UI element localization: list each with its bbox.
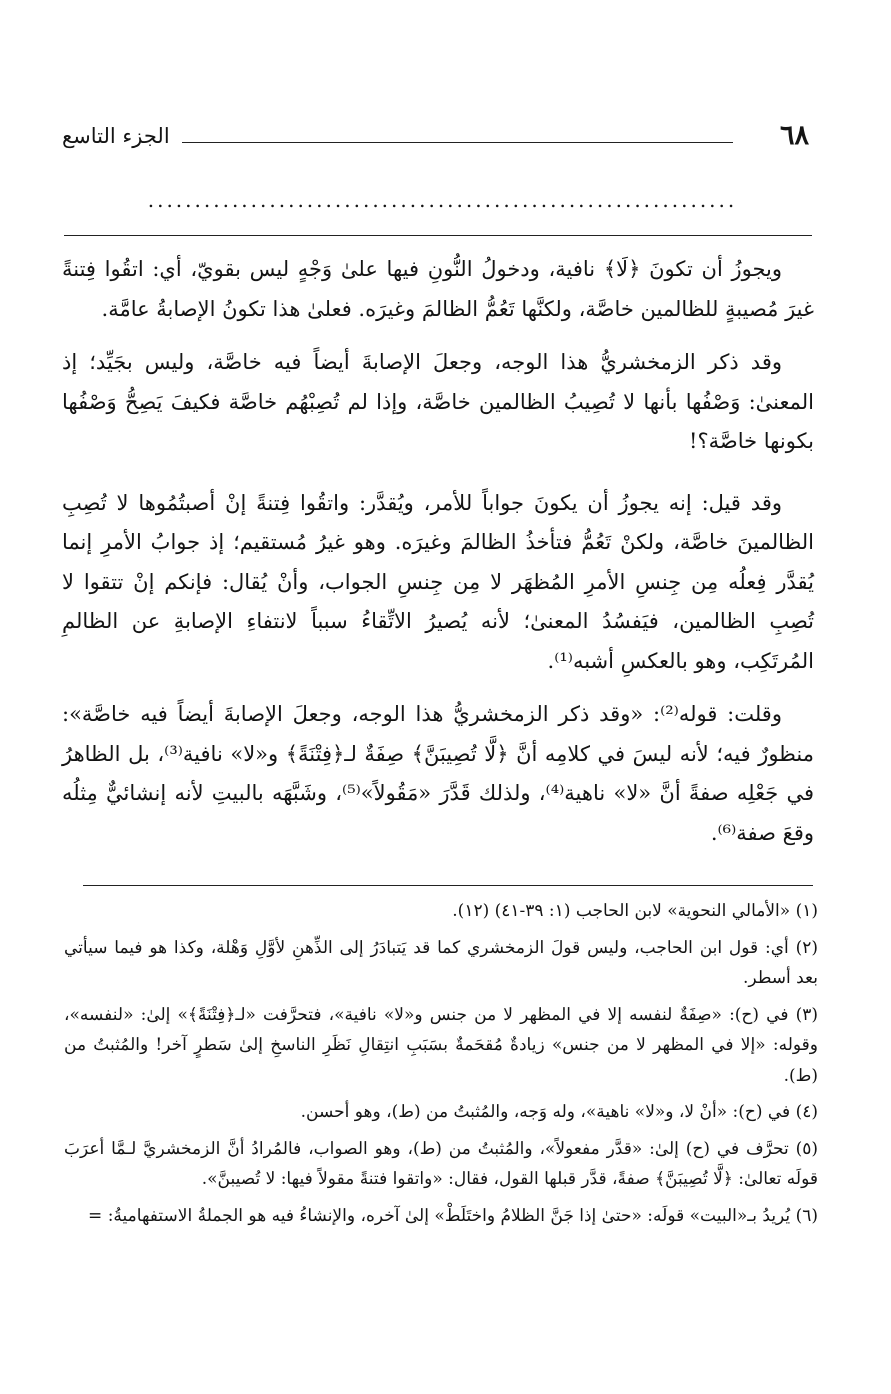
footnotes <box>64 896 818 1237</box>
footnote: (٤) في (ح): «أنْ لا، و«لا» ناهية»، وله وَجه، والمُثبتُ من (ط)، وهو أحسن. <box>300 1102 818 1122</box>
footnote: (٥) تحرَّف في (ح) إلىٰ: «قدَّر مفعولاً»، والمُثبتُ من (ط)، وهو الصواب، فالمُرادُ أنَّ الزمخشريَّ لـمَّا أعرَبَ قولَه تعالىٰ: ﴿لَّا تُصِيبَنَّ﴾ صفةً، قدَّر قبلها القول، فقال: «واتقوا فتنةً مقولاً فيها: لا تُصيبنَّ». <box>64 1138 818 1189</box>
running-title: الجزء التاسع <box>62 124 170 148</box>
paragraph: وقد قيل: إنه يجوزُ أن يكونَ جواباً للأمر، ويُقدَّر: واتقُوا فِتنةً إنْ أصبتُمُوها لا تُصِبِ الظالمينَ خاصَّة، ولكنْ تَعُمُّ فتأخذُ الظالمَ وغيرَه. وهو غيرُ مُستقيم؛ إذ جوابُ الأمرِ إنما يُقدَّر فِعلُه مِن جِنسِ الأمرِ المُظهَر لا مِن جِنسِ الجواب، وأنْ يُقال: فإنكم إنْ تتقوا لا تُصِبِ الظالمين، فيَفسُدُ المعنىٰ؛ لأنه يُصيرُ الاتِّقاءُ سبباً لانتفاءِ الإصابةِ عن الظالمِ المُرتَكِب، وهو بالعكسِ أشبه⁽¹⁾. <box>62 490 814 673</box>
main-text <box>62 250 814 867</box>
paragraph: وقد ذكر الزمخشريُّ هذا الوجه، وجعلَ الإصابةَ أيضاً فيه خاصَّة، وليس بجَيِّد؛ إذ المعنىٰ: وَصْفُها بأنها لا تُصِيبُ الظالمين خاصَّة، وإذا لم تُصِبْهُم خاصَّة فكيفَ يَصِحُّ وَصْفُها بكونها خاصَّة؟! <box>62 350 814 453</box>
footnote: (٦) يُريدُ بـ«البيت» قولَه: «حتىٰ إذا جَنَّ الظلامُ واختَلَطْ» إلىٰ آخره، والإنشاءُ فيه هو الجملةُ الاستفهاميةُ: = <box>88 1205 818 1226</box>
top-rule <box>64 235 812 236</box>
page-number: ٦٨ <box>779 120 809 151</box>
header-rule <box>182 142 733 143</box>
footnote: (٣) في (ح): «صِفَةٌ لنفسه إلا في المظهر لا من جنس و«لا» نافية»، فتحرَّفت «لـ﴿فِتْنَةً﴾» إلىٰ: «لنفسه»، وقوله: «إلا في المظهر لا من جنس» زيادةٌ مُقحَمةٌ بسَبَبِ انتِقالِ نَظَرِ الناسخِ إلىٰ سَطرٍ آخر! والمُثبتُ من (ط). <box>64 1004 818 1086</box>
footnote: (١) «الأمالي النحوية» لابن الحاجب (١: ٣٩-٤١) (١٢). <box>452 901 818 921</box>
paragraph: وقلت: قوله⁽²⁾: «وقد ذكر الزمخشريُّ هذا الوجه، وجعلَ الإصابةَ أيضاً فيه خاصَّة»: منظورٌ فيه؛ لأنه ليسَ في كلامِه أنَّ ﴿لَّا تُصِيبَنَّ﴾ صِفَةٌ لـ﴿فِتْنَةً﴾ و«لا» نافية⁽³⁾، بل الظاهرُ في جَعْلِه صفةً أنَّ «لا» ناهية⁽⁴⁾، ولذلك قَدَّرَ «مَقُولاً»⁽⁵⁾، وشَبَّهَه بالبيتِ لأنه إنشائيٌّ مِثلُه وقعَ صفة⁽⁶⁾. <box>62 702 814 845</box>
footnote: (٢) أي: قول ابن الحاجب، وليس قولَ الزمخشري كما قد يَتبادَرُ إلى الذِّهنِ لأوَّلِ وَهْلة، وكذا هو فيما سيأتي بعد أسطر. <box>64 937 818 988</box>
dotted-separator: ............................................................... <box>147 188 738 212</box>
paragraph: ويجوزُ أن تكونَ ﴿لَا﴾ نافية، ودخولُ النُّونِ فيها علىٰ وَجْهٍ ليس بقويّ، أي: اتقُوا فِتنةً غيرَ مُصيبةٍ للظالمين خاصَّة، ولكنَّها تَعُمُّ الظالمَ وغيرَه. فعلىٰ هذا تكونُ الإصابةُ عامَّة. <box>62 257 814 321</box>
footnote-rule <box>83 885 813 886</box>
running-head <box>62 120 809 160</box>
